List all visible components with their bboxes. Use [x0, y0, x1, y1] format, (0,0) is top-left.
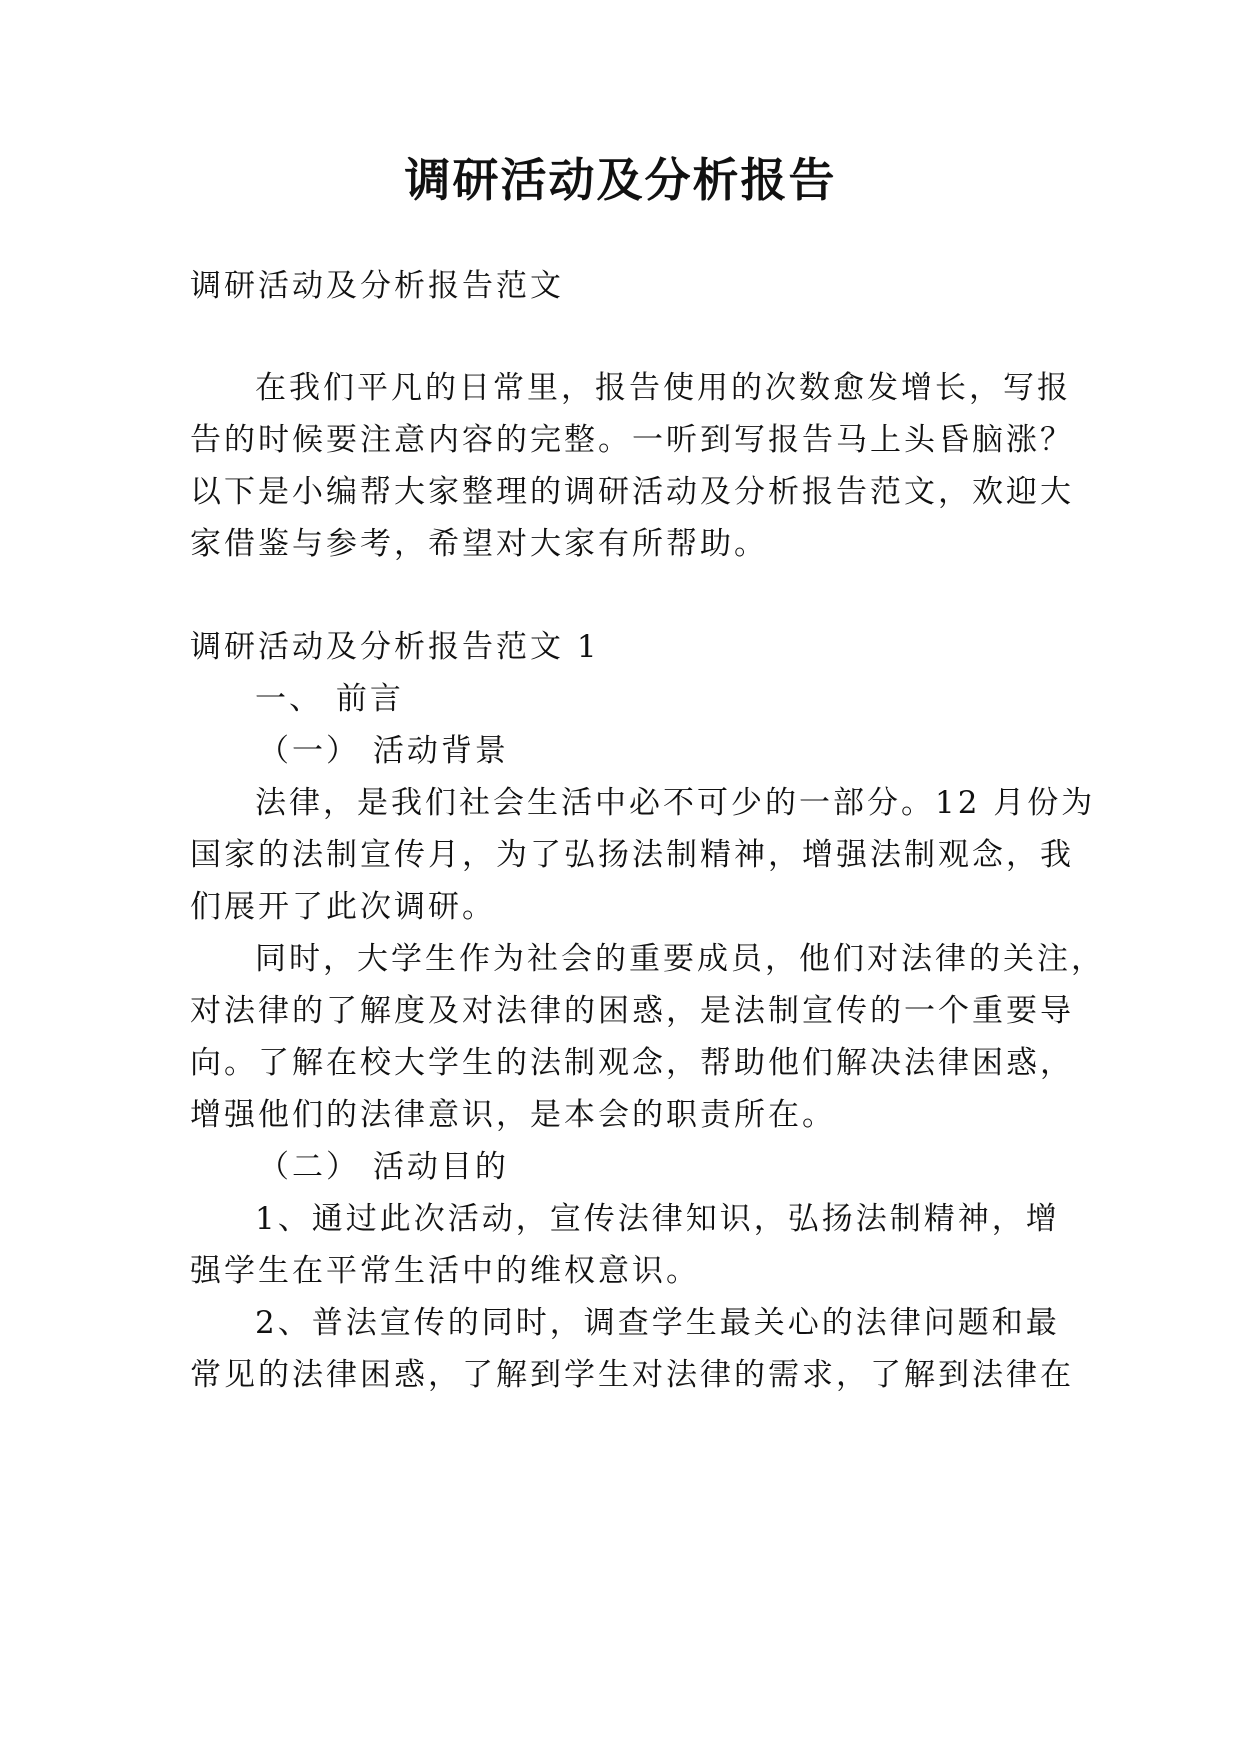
intro-line-4: 家借鉴与参考，希望对大家有所帮助。	[190, 526, 768, 562]
document-subtitle: 调研活动及分析报告范文	[190, 268, 564, 304]
background-p2-line-2: 对法律的了解度及对法律的困惑，是法制宣传的一个重要导	[190, 993, 1074, 1029]
purpose-1-line-1: 1、通过此次活动，宣传法律知识，弘扬法制精神，增	[255, 1201, 1060, 1237]
background-p2-line-4: 增强他们的法律意识，是本会的职责所在。	[190, 1097, 836, 1133]
intro-line-3: 以下是小编帮大家整理的调研活动及分析报告范文，欢迎大	[190, 474, 1074, 510]
purpose-2-line-2: 常见的法律困惑，了解到学生对法律的需求，了解到法律在	[190, 1357, 1074, 1393]
background-p1-line-2: 国家的法制宣传月，为了弘扬法制精神，增强法制观念，我	[190, 837, 1074, 873]
background-p2-line-3: 向。了解在校大学生的法制观念，帮助他们解决法律困惑，	[190, 1045, 1074, 1081]
sub1-heading: （一） 活动背景	[258, 733, 509, 769]
intro-line-1: 在我们平凡的日常里，报告使用的次数愈发增长，写报	[255, 370, 1071, 406]
purpose-2-line-1: 2、普法宣传的同时，调查学生最关心的法律问题和最	[255, 1305, 1060, 1341]
part1-heading: 一、 前言	[255, 681, 404, 717]
background-p1-line-1: 法律，是我们社会生活中必不可少的一部分。12 月份为	[255, 785, 1096, 821]
background-p2-line-1: 同时，大学生作为社会的重要成员，他们对法律的关注，	[255, 941, 1105, 977]
sub2-heading: （二） 活动目的	[258, 1149, 509, 1185]
section-heading: 调研活动及分析报告范文 1	[190, 629, 600, 665]
intro-line-2: 告的时候要注意内容的完整。一听到写报告马上头昏脑涨？	[190, 422, 1074, 458]
document-title: 调研活动及分析报告	[404, 153, 837, 207]
background-p1-line-3: 们展开了此次调研。	[190, 889, 496, 925]
purpose-1-line-2: 强学生在平常生活中的维权意识。	[190, 1253, 700, 1289]
